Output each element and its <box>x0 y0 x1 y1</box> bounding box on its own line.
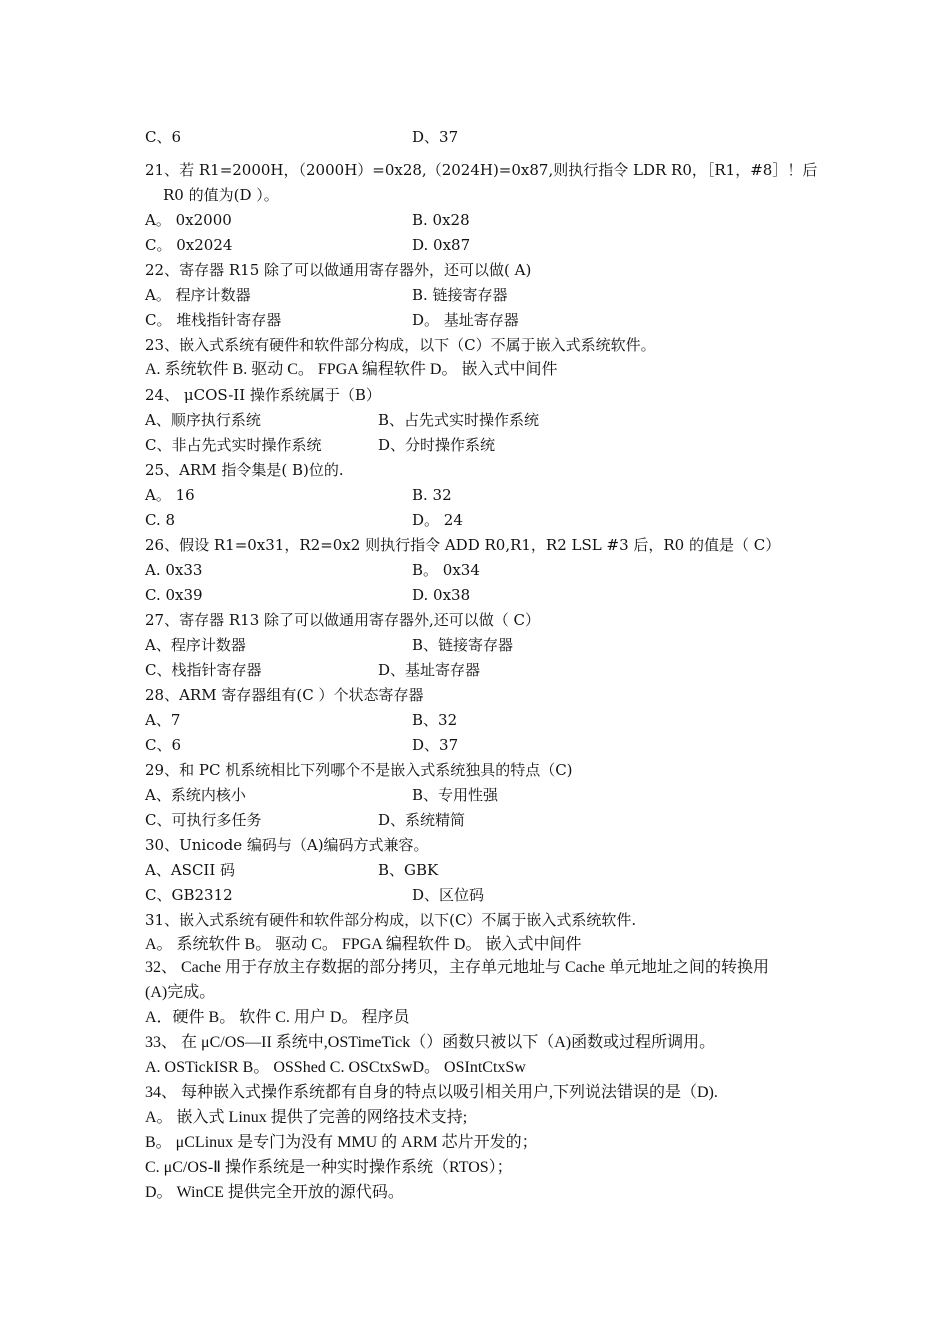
option-row <box>145 310 845 330</box>
option-b: B。 0x34 <box>412 561 480 579</box>
option-a: C、6 <box>145 736 182 754</box>
option-row <box>145 710 845 730</box>
option-row <box>145 510 845 530</box>
option-b: D、分时操作系统 <box>378 436 496 454</box>
question-text: 22、寄存器 R15 除了可以做通用寄存器外，还可以做( A) <box>145 261 532 279</box>
option-row <box>145 485 845 505</box>
option-a: A、7 <box>145 711 181 729</box>
option-row <box>145 585 845 605</box>
option-a: C、非占先式实时操作系统 <box>145 436 322 454</box>
option-b: D、37 <box>412 128 459 146</box>
option-b: D. 0x87 <box>412 236 471 254</box>
option-row <box>145 785 845 805</box>
option-row <box>145 735 845 755</box>
option-row <box>145 885 845 905</box>
option-b: D、系统精简 <box>378 811 466 829</box>
option-a: A。 程序计数器 <box>145 286 251 304</box>
text-line: A. OSTickISR B。 OSShed C. OSCtxSwD。 OSIntCtxSw <box>145 1059 526 1076</box>
question-text: 27、寄存器 R13 除了可以做通用寄存器外,还可以做（ C） <box>145 611 541 629</box>
text-line: A。 嵌入式 Linux 提供了完善的网络技术支持; <box>145 1109 468 1126</box>
option-b: D、区位码 <box>412 886 485 904</box>
option-a: C. 0x39 <box>145 586 203 604</box>
option-a: A. 0x33 <box>145 561 203 579</box>
option-b: B、32 <box>412 711 458 729</box>
question-text: 29、和 PC 机系统相比下列哪个不是嵌入式系统独具的特点（C) <box>145 761 573 779</box>
option-a: C、GB2312 <box>145 886 233 904</box>
question-text: 25、ARM 指令集是( B)位的. <box>145 461 344 479</box>
option-row <box>145 235 845 255</box>
question-text: 21、若 R1=2000H，（2000H）=0x28,（2024H)=0x87,则执行指令 LDR R0，［R1，#8］！后 <box>145 161 818 179</box>
option-row <box>145 560 845 580</box>
option-a: C。 0x2024 <box>145 236 233 254</box>
option-b: B. 链接寄存器 <box>412 286 508 304</box>
text-line: A．硬件 B。 软件 C. 用户 D。 程序员 <box>145 1009 410 1026</box>
text-line: D。 WinCE 提供完全开放的源代码。 <box>145 1184 404 1201</box>
option-row <box>145 127 845 147</box>
text-line: 34、 每种嵌入式操作系统都有自身的特点以吸引相关用户,下列说法错误的是（D). <box>145 1084 718 1101</box>
option-a: C、可执行多任务 <box>145 811 262 829</box>
text-line: A。 系统软件 B。 驱动 C。 FPGA 编程软件 D。 嵌入式中间件 <box>145 936 582 953</box>
option-b: B、链接寄存器 <box>412 636 514 654</box>
text-line: R0 的值为(D ）。 <box>163 186 279 204</box>
option-b: B、GBK <box>378 861 439 879</box>
option-row <box>145 285 845 305</box>
text-line: C. μC/OS-Ⅱ 操作系统是一种实时操作系统（RTOS）； <box>145 1159 513 1176</box>
option-row <box>145 860 845 880</box>
option-b: B、占先式实时操作系统 <box>378 411 540 429</box>
text-line: B。 μCLinux 是专门为没有 MMU 的 ARM 芯片开发的； <box>145 1134 538 1151</box>
option-row <box>145 410 845 430</box>
option-b: D. 0x38 <box>412 586 471 604</box>
option-row <box>145 660 845 680</box>
option-a: A。 16 <box>145 486 195 504</box>
option-b: B. 0x28 <box>412 211 470 229</box>
option-a: A、顺序执行系统 <box>145 411 261 429</box>
question-text: 24、 μCOS-II 操作系统属于（B） <box>145 386 381 404</box>
option-a: C。 堆栈指针寄存器 <box>145 311 282 329</box>
text-line: 33、 在 μC/OS—II 系统中,OSTimeTick（）函数只被以下（A)函数或过程所调用。 <box>145 1034 716 1051</box>
option-b: D。 24 <box>412 511 463 529</box>
option-row <box>145 435 845 455</box>
question-text: 23、嵌入式系统有硬件和软件部分构成，以下（C）不属于嵌入式系统软件。 <box>145 336 656 354</box>
option-b: D、基址寄存器 <box>378 661 481 679</box>
option-b: B. 32 <box>412 486 452 504</box>
option-b: D。 基址寄存器 <box>412 311 519 329</box>
question-text: 30、Unicode 编码与（A)编码方式兼容。 <box>145 836 429 854</box>
text-line: (A)完成。 <box>145 984 216 1001</box>
option-b: B、专用性强 <box>412 786 499 804</box>
option-a: C、栈指针寄存器 <box>145 661 262 679</box>
option-a: C. 8 <box>145 511 176 529</box>
option-a: C、6 <box>145 128 182 146</box>
option-row <box>145 635 845 655</box>
option-a: A、ASCII 码 <box>145 861 236 879</box>
option-row <box>145 810 845 830</box>
question-text: 26、假设 R1=0x31，R2=0x2 则执行指令 ADD R0,R1，R2 LSL #3 后，R0 的值是（ C） <box>145 536 781 554</box>
question-text: 28、ARM 寄存器组有(C ）个状态寄存器 <box>145 686 424 704</box>
option-a: A、系统内核小 <box>145 786 246 804</box>
text-line: 32、 Cache 用于存放主存数据的部分拷贝，主存单元地址与 Cache 单元地址之间的转换用 <box>145 959 769 976</box>
option-a: A、程序计数器 <box>145 636 246 654</box>
option-b: D、37 <box>412 736 459 754</box>
option-row <box>145 210 845 230</box>
text-line: A. 系统软件 B. 驱动 C。 FPGA 编程软件 D。 嵌入式中间件 <box>145 361 558 378</box>
option-a: A。 0x2000 <box>145 211 232 229</box>
question-text: 31、嵌入式系统有硬件和软件部分构成，以下(C）不属于嵌入式系统软件. <box>145 911 637 929</box>
